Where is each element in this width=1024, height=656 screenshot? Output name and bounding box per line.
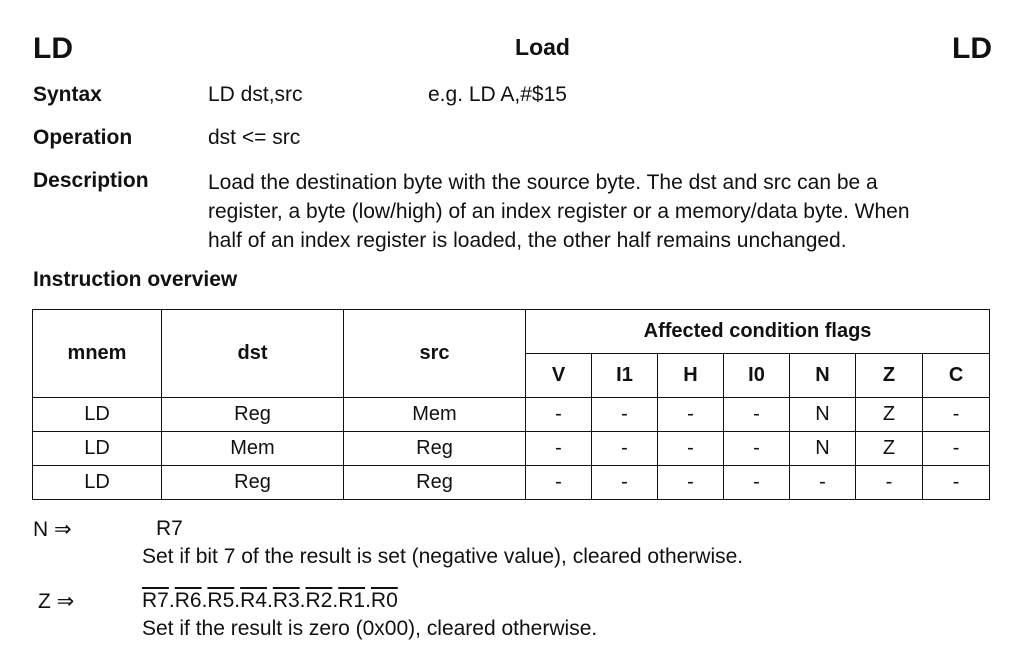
flag-cell: - bbox=[856, 466, 923, 500]
syntax-example: e.g. LD A,#$15 bbox=[428, 83, 567, 106]
z-formula-separator: . bbox=[332, 589, 339, 612]
flag-cell: - bbox=[526, 398, 592, 432]
mnem-cell: LD bbox=[33, 466, 162, 500]
operation-label: Operation bbox=[33, 126, 133, 149]
z-formula-term: R7 bbox=[142, 589, 169, 612]
z-formula-separator: . bbox=[299, 589, 306, 612]
z-formula-separator: . bbox=[234, 589, 241, 612]
syntax-label: Syntax bbox=[33, 83, 102, 106]
header-title: Load bbox=[515, 34, 570, 60]
n-flag-label: N ⇒ bbox=[33, 518, 72, 541]
flag-cell: - bbox=[526, 466, 592, 500]
z-formula-term: R0 bbox=[370, 589, 398, 612]
flag-header-z: Z bbox=[856, 354, 923, 398]
table-body bbox=[33, 398, 990, 500]
z-formula-separator: . bbox=[266, 589, 273, 612]
flag-header-i1: I1 bbox=[592, 354, 658, 398]
column-header-src: src bbox=[344, 310, 526, 398]
z-formula-term: R4 bbox=[240, 589, 267, 612]
z-formula-term: R1 bbox=[338, 589, 366, 612]
flag-cell: - bbox=[592, 432, 658, 466]
flag-cell: - bbox=[526, 432, 592, 466]
header-right-mnemonic: LD bbox=[952, 32, 992, 65]
dst-cell: Reg bbox=[162, 466, 344, 500]
n-flag-description: Set if bit 7 of the result is set (negative value), cleared otherwise. bbox=[142, 545, 744, 568]
syntax-value: LD dst,src bbox=[208, 83, 303, 106]
overview-title: Instruction overview bbox=[33, 268, 238, 291]
z-formula-term: R5 bbox=[207, 589, 235, 612]
z-formula-separator: . bbox=[201, 589, 208, 612]
flag-cell: - bbox=[592, 466, 658, 500]
src-cell: Reg bbox=[344, 432, 526, 466]
z-formula-separator: . bbox=[168, 589, 175, 612]
dst-cell: Mem bbox=[162, 432, 344, 466]
flag-cell: - bbox=[658, 432, 724, 466]
z-flag-label: Z ⇒ bbox=[38, 590, 75, 613]
description-line: half of an index register is loaded, the other half remains unchanged. bbox=[208, 229, 847, 252]
src-cell: Reg bbox=[344, 466, 526, 500]
flag-cell: N bbox=[790, 432, 856, 466]
table-row bbox=[33, 432, 990, 466]
table-row bbox=[33, 398, 990, 432]
flag-cell: - bbox=[790, 466, 856, 500]
mnem-cell: LD bbox=[33, 398, 162, 432]
flag-cell: - bbox=[724, 432, 790, 466]
dst-cell: Reg bbox=[162, 398, 344, 432]
flag-header-v: V bbox=[526, 354, 592, 398]
z-flag-formula bbox=[142, 589, 398, 613]
z-flag-description: Set if the result is zero (0x00), cleared otherwise. bbox=[142, 617, 598, 640]
flag-cell: N bbox=[790, 398, 856, 432]
column-header-dst: dst bbox=[162, 310, 344, 398]
description-line: Load the destination byte with the source byte. The dst and src can be a bbox=[208, 171, 878, 194]
header-left-mnemonic: LD bbox=[33, 32, 73, 65]
src-cell: Mem bbox=[344, 398, 526, 432]
flag-cell: - bbox=[592, 398, 658, 432]
instruction-overview-table bbox=[32, 309, 990, 500]
flag-cell: - bbox=[923, 398, 990, 432]
column-header-affected-flags: Affected condition flags bbox=[526, 310, 990, 354]
z-formula-term: R3 bbox=[272, 589, 300, 612]
flag-cell: - bbox=[658, 398, 724, 432]
z-formula-term: R2 bbox=[305, 589, 333, 612]
flag-cell: - bbox=[923, 432, 990, 466]
flag-cell: - bbox=[923, 466, 990, 500]
description-text bbox=[208, 168, 1008, 255]
flag-cell: Z bbox=[856, 398, 923, 432]
z-formula-separator: . bbox=[365, 589, 371, 612]
flag-header-i0: I0 bbox=[724, 354, 790, 398]
flag-header-c: C bbox=[923, 354, 990, 398]
z-formula-term: R6 bbox=[174, 589, 202, 612]
table-row bbox=[33, 466, 990, 500]
flag-cell: - bbox=[724, 398, 790, 432]
column-header-mnem: mnem bbox=[33, 310, 162, 398]
flag-cell: Z bbox=[856, 432, 923, 466]
flag-header-h: H bbox=[658, 354, 724, 398]
operation-value: dst <= src bbox=[208, 126, 301, 149]
flag-header-n: N bbox=[790, 354, 856, 398]
flag-cell: - bbox=[724, 466, 790, 500]
mnem-cell: LD bbox=[33, 432, 162, 466]
n-flag-formula: R7 bbox=[156, 517, 183, 540]
description-label: Description bbox=[33, 169, 149, 192]
flag-cell: - bbox=[658, 466, 724, 500]
description-line: register, a byte (low/high) of an index register or a memory/data byte. When bbox=[208, 200, 910, 223]
